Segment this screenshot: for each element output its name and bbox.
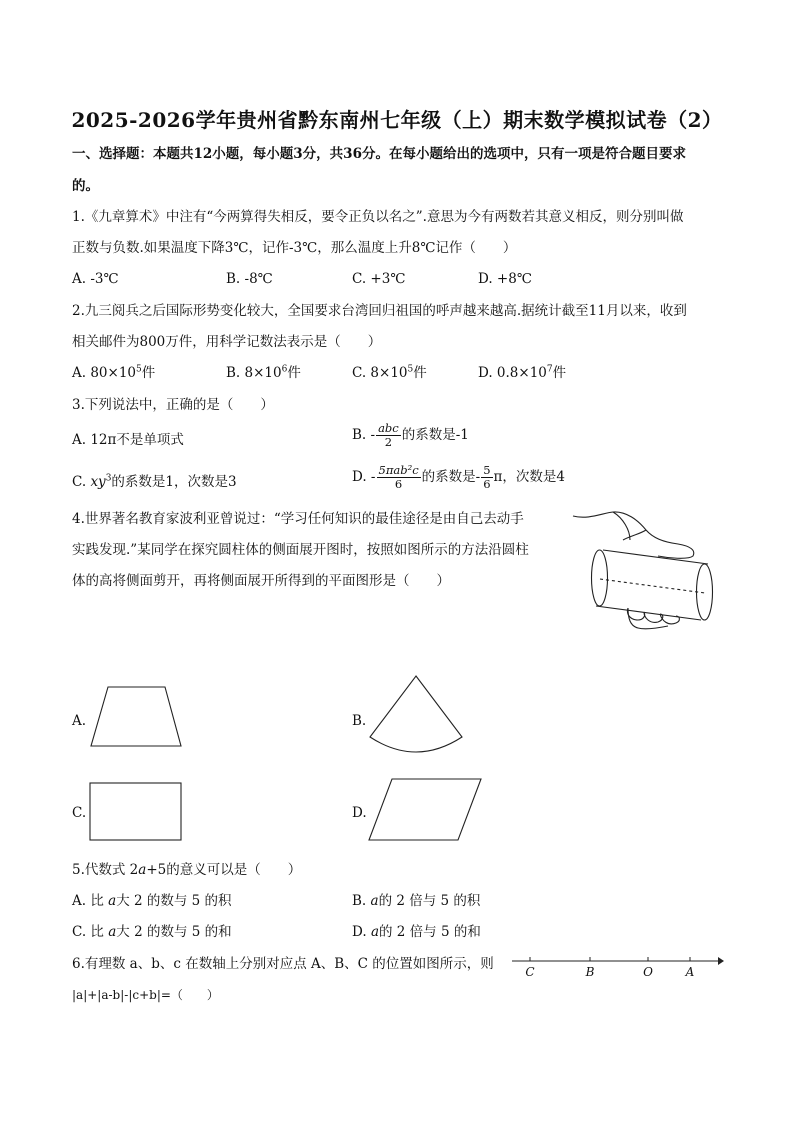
q4-option-c-label: C. <box>72 805 87 821</box>
axis-label-c: C <box>525 965 535 979</box>
q3-option-a: A. 12π不是单项式 <box>72 432 184 448</box>
number-line-figure <box>510 950 725 980</box>
q5-option-c: C. 比 a大 2 的数与 5 的和 <box>72 924 232 940</box>
page-title: 2025-2026学年贵州省黔东南州七年级（上）期末数学模拟试卷（2） <box>71 108 723 132</box>
q6-stem-line2: |a|+|a-b|-|c+b|=（ ） <box>72 988 219 1002</box>
rectangle-shape <box>89 782 183 842</box>
q6-stem-line1: 6.有理数 a、b、c 在数轴上分别对应点 A、B、C 的位置如图所示，则 <box>72 956 494 972</box>
sector-shape <box>368 675 464 755</box>
q1-stem-line1: 1.《九章算术》中注有“今两算得失相反，要令正负以名之”.意思为今有两数若其意义相反，则分别叫做 <box>72 209 684 225</box>
q4-option-a-label: A. <box>72 713 87 729</box>
q3-option-b: B. - $\frac{\text{abc}}{2}$ 的系数是-1 <box>352 421 469 449</box>
q2-option-b: B. $8\times 10^6$件 <box>226 364 301 381</box>
q3-stem: 3.下列说法中，正确的是（ ） <box>72 397 274 413</box>
q1-option-d: D. +8℃ <box>478 271 532 287</box>
q3-option-c: C. $xy^3$的系数是1，次数是3 <box>72 473 237 490</box>
q5-stem: 5.代数式 2a+5的意义可以是（ ） <box>72 862 302 878</box>
number-line-arrow <box>718 957 724 965</box>
q1-option-c: C. +3℃ <box>352 271 406 287</box>
q3-option-d-fraction2: $\frac{5}{6}$ <box>483 463 491 491</box>
q2-option-a: A. $80\times 10^5$件 <box>72 364 156 381</box>
q2-stem-line1: 2.九三阅兵之后国际形势变化较大，全国要求台湾回归祖国的呼声越来越高.据统计截至11月以来，收到 <box>72 303 687 319</box>
q4-stem-line2: 实践发现.”某同学在探究圆柱体的侧面展开图时，按照如图所示的方法沿圆柱 <box>72 542 529 558</box>
trapezoid-shape <box>90 686 184 748</box>
q4-stem-line3: 体的高将侧面剪开，再将侧面展开所得到的平面图形是（ ） <box>72 573 450 589</box>
q5-option-a: A. 比 a大 2 的数与 5 的积 <box>72 893 232 909</box>
q2-stem-line2: 相关邮件为800万件，用科学记数法表示是（ ） <box>72 334 382 350</box>
axis-label-b: B <box>585 965 595 979</box>
q4-stem-line1: 4.世界著名教育家波利亚曾说过：“学习任何知识的最佳途径是由自己去动手 <box>72 511 524 527</box>
q2-option-d: D. $0.8\times 10^7$件 <box>478 364 567 381</box>
q1-option-b: B. -8℃ <box>226 271 273 287</box>
q3-option-d: D. - $\frac{\text{5πab²c}}{6}$ 的系数是- $\frac{5}{6}$ π，次数是4 <box>352 463 566 491</box>
q1-option-a: A. -3℃ <box>72 271 119 287</box>
q4-option-d-label: D. <box>352 805 367 821</box>
axis-label-o: O <box>643 965 653 979</box>
q4-option-b-label: B. <box>352 713 367 729</box>
q2-option-c: C. $8\times 10^5$件 <box>352 364 427 381</box>
section1-instructions-line1: 一、选择题：本题共12小题，每小题3分，共36分。在每小题给出的选项中，只有一项是符合题目要求 <box>72 146 686 162</box>
q3-option-b-fraction: $\frac{\text{abc}}{2}$ <box>378 421 399 449</box>
q3-option-d-fraction: $\frac{\text{5πab²c}}{6}$ <box>378 463 419 491</box>
cylinder-with-hands-figure <box>568 508 728 633</box>
q1-stem-line2: 正数与负数.如果温度下降3℃，记作-3℃，那么温度上升8℃记作（ ） <box>72 240 517 256</box>
parallelogram-shape <box>368 778 484 842</box>
q5-option-b: B. a的 2 倍与 5 的积 <box>352 893 481 909</box>
axis-label-a: A <box>685 965 695 979</box>
q5-option-d: D. a的 2 倍与 5 的和 <box>352 924 481 940</box>
section1-instructions-line2: 的。 <box>72 178 99 194</box>
